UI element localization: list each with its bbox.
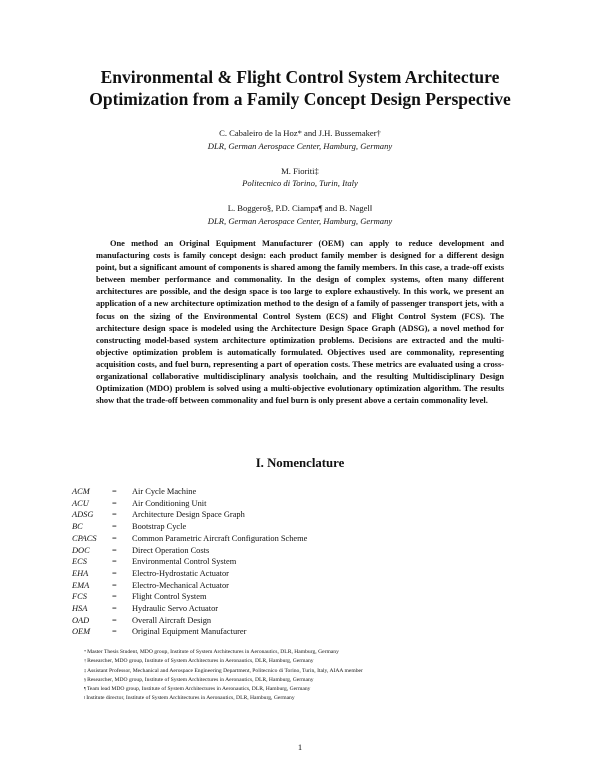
nomenclature-abbr: ADSG: [72, 510, 94, 520]
nomenclature-equals: =: [112, 592, 117, 602]
nomenclature-equals: =: [112, 580, 117, 590]
section-heading: I. Nomenclature: [255, 456, 345, 470]
nomenclature-equals: =: [112, 557, 117, 567]
nomenclature-abbr: HSA: [72, 604, 88, 614]
author-list: [60, 127, 540, 240]
nomenclature-row: [72, 509, 307, 521]
nomenclature-definition: Environmental Control System: [132, 557, 237, 567]
nomenclature-abbr: ACU: [72, 498, 89, 508]
footnote-text: Researcher, MDO group, Institute of System Architectures in Aeronautics, DLR, Hamburg, Germany: [87, 658, 314, 665]
title-line-2: Optimization from a Family Concept Design Perspective: [89, 89, 511, 109]
nomenclature-equals: =: [112, 604, 117, 614]
nomenclature-abbr: EHA: [72, 568, 89, 578]
nomenclature-definition: Hydraulic Servo Actuator: [132, 604, 219, 614]
footnote: [84, 667, 363, 676]
footnote-text: Assistant Professor, Mechanical and Aerospace Engineering Department, Politecnico di Torino, Turin, Italy, AIAA member: [87, 667, 363, 674]
nomenclature-definition: Electro-Hydrostatic Actuator: [132, 568, 229, 578]
author-affiliation: DLR, German Aerospace Center, Hamburg, Germany: [207, 140, 393, 151]
nomenclature-equals: =: [112, 522, 117, 532]
nomenclature-definition: Common Parametric Aircraft Configuration Scheme: [132, 533, 308, 543]
nomenclature-definition: Direct Operation Costs: [132, 545, 210, 555]
nomenclature-abbr: BC: [72, 522, 83, 532]
nomenclature-equals: =: [112, 568, 117, 578]
nomenclature-row: [72, 580, 307, 592]
title-line-1: Environmental & Flight Control System Architecture: [100, 67, 500, 87]
nomenclature-equals: =: [112, 627, 117, 637]
nomenclature-row: [72, 591, 307, 603]
nomenclature-definition: Air Cycle Machine: [132, 487, 197, 496]
nomenclature-row: [72, 498, 307, 510]
nomenclature-definition: Electro-Mechanical Actuator: [132, 580, 229, 590]
nomenclature-equals: =: [112, 533, 117, 543]
author-names: M. Fioriti‡: [281, 165, 319, 176]
footnote: [84, 685, 363, 694]
author-names: C. Cabaleiro de la Hoz* and J.H. Bussemaker†: [219, 128, 381, 138]
footnote-mark: ‡: [84, 667, 87, 673]
nomenclature-row: [72, 521, 307, 533]
nomenclature-list: [72, 486, 307, 638]
nomenclature-row: [72, 626, 307, 638]
nomenclature-row: [72, 615, 307, 627]
nomenclature-equals: =: [112, 545, 117, 555]
nomenclature-row: [72, 533, 307, 545]
nomenclature-definition: Overall Aircraft Design: [132, 615, 212, 625]
nomenclature-row: [72, 603, 307, 615]
footnote: [84, 648, 363, 657]
nomenclature-equals: =: [112, 615, 117, 625]
footnote-text: Researcher, MDO group, Institute of System Architectures in Aeronautics, DLR, Hamburg, Germany: [87, 676, 314, 683]
footnote-mark: ¶: [84, 686, 86, 692]
footnote-text: Team lead MDO group, Institute of System Architectures in Aeronautics, DLR, Hamburg, Germany: [86, 686, 311, 693]
nomenclature-abbr: ECS: [72, 557, 87, 567]
paper-title: [60, 66, 540, 110]
author-affiliation: Politecnico di Torino, Turin, Italy: [242, 178, 358, 188]
footnote: [84, 676, 363, 685]
author-block: [60, 127, 540, 152]
nomenclature-definition: Bootstrap Cycle: [132, 522, 187, 532]
footnote: [84, 694, 363, 703]
author-affiliation: DLR, German Aerospace Center, Hamburg, Germany: [207, 215, 393, 226]
nomenclature-abbr: OEM: [72, 627, 91, 637]
nomenclature-row: [72, 568, 307, 580]
abstract: One method an Original Equipment Manufacturer (OEM) can apply to reduce development and manufacturing costs is family concept design: each product family member is designed for a different design point, but a significant amount of components is shared among the family members. In this case, a trade-off exists between member performance and commonality. In the design of complex systems, often many different architectures are possible, and the design space is too large to explore exhaustively. In this work, we present an application of a new architecture optimization method to the design of a family of passenger transport jets, with a focus on the sizing of the Environmental Control System (ECS) and Flight Control System (FCS). The architecture design space is modeled using the Architecture Design Space Graph (ADSG), a novel method for constructing model-based system architecture optimization problems. Decisions are extracted and the multi-objective optimization problem is automatically formulated. Objectives used are commonality, representing acquisition costs, and fuel burn, representing a part of operation costs. These metrics are evaluated using a cross-organizational collaborative multidisciplinary analysis toolchain, and the resulting Multidisciplinary Design Optimization (MDO) problem is solved using a multi-objective evolutionary optimization algorithm. The results show that the trade-off between commonality and fuel burn is only present above a certain commonality level.: [96, 239, 504, 406]
author-block: [60, 202, 540, 227]
footnote-mark: §: [84, 676, 87, 682]
footnote: [84, 657, 363, 666]
footnote-text: Master Thesis Student, MDO group, Institute of System Architectures in Aeronautics, DLR, Hamburg, Germany: [87, 649, 339, 655]
nomenclature-abbr: CPACS: [72, 533, 97, 543]
nomenclature-row: [72, 556, 307, 568]
footnote-mark: ‖: [84, 695, 86, 701]
nomenclature-equals: =: [112, 510, 117, 520]
nomenclature-abbr: DOC: [72, 545, 90, 555]
nomenclature-definition: Flight Control System: [132, 592, 207, 602]
nomenclature-equals: =: [112, 498, 117, 508]
nomenclature-definition: Architecture Design Space Graph: [132, 510, 245, 520]
footnote-mark: †: [84, 658, 87, 664]
page-number: 1: [297, 742, 303, 752]
nomenclature-abbr: ACM: [72, 487, 90, 496]
nomenclature-definition: Air Conditioning Unit: [132, 498, 207, 508]
author-block: [60, 165, 540, 190]
nomenclature-abbr: OAD: [72, 615, 90, 625]
nomenclature-abbr: EMA: [72, 580, 90, 590]
nomenclature-definition: Original Equipment Manufacturer: [132, 627, 247, 637]
nomenclature-row: [72, 486, 307, 498]
footnote-mark: *: [84, 649, 87, 654]
nomenclature-abbr: FCS: [72, 592, 87, 602]
footnote-text: Institute director, Institute of System Architectures in Aeronautics, DLR, Hamburg, Germany: [86, 695, 295, 702]
nomenclature-row: [72, 545, 307, 557]
author-names: L. Boggero§, P.D. Ciampa¶ and B. Nagel‖: [227, 203, 373, 213]
footnote-list: [84, 648, 363, 704]
nomenclature-equals: =: [112, 487, 117, 496]
